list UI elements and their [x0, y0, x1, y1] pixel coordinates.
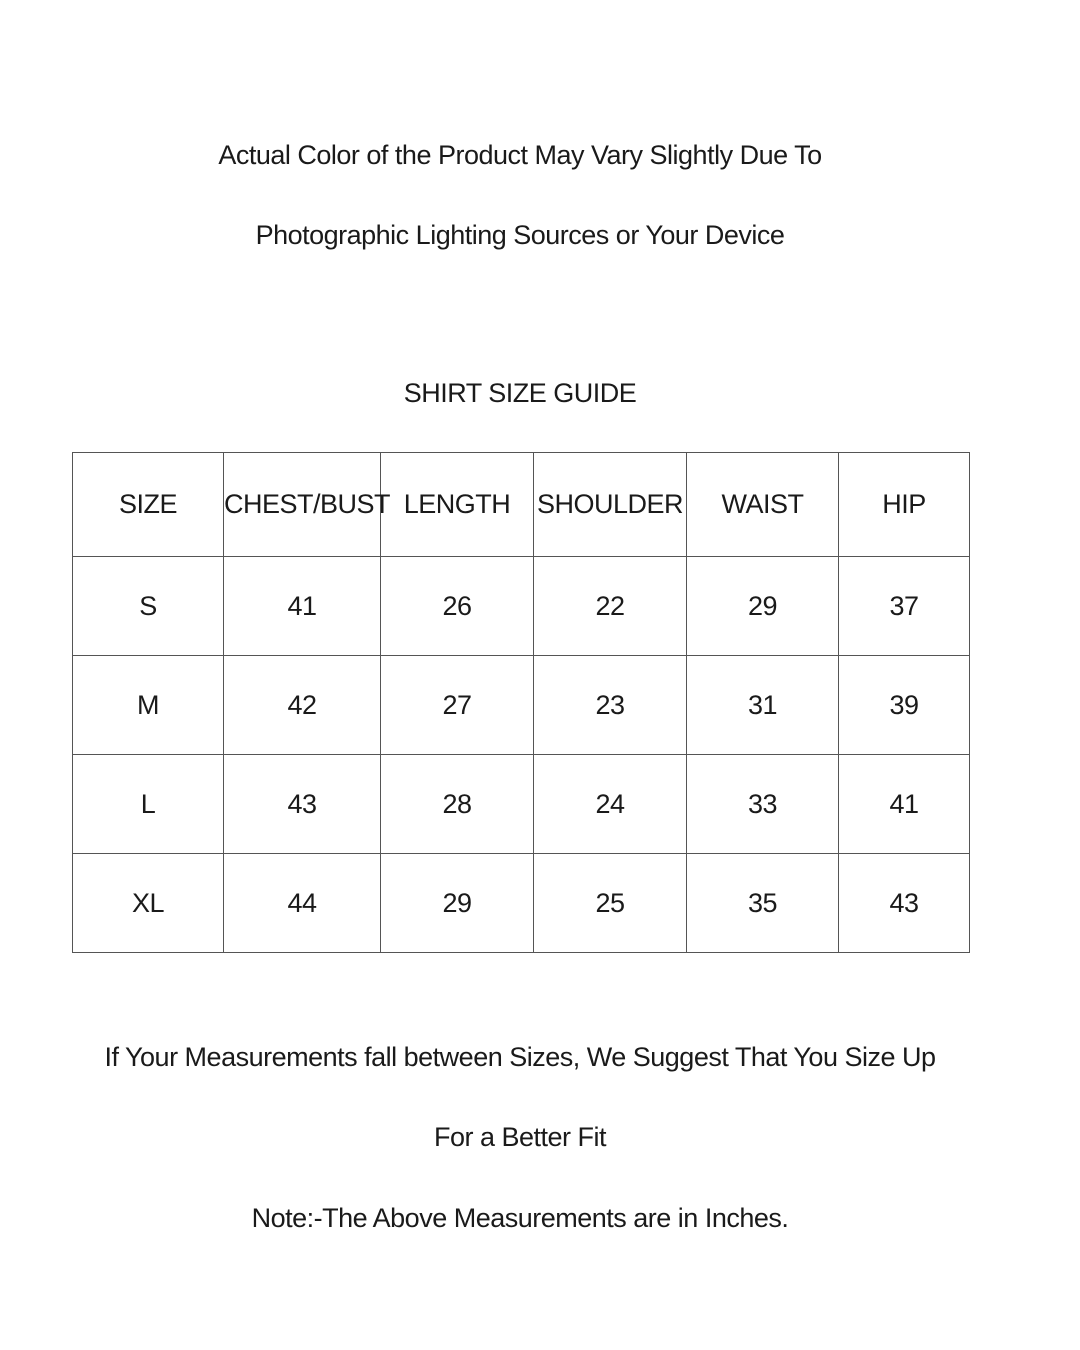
cell-shoulder: 23: [534, 656, 687, 755]
color-notice-line-2: Photographic Lighting Sources or Your Device: [255, 220, 785, 250]
cell-waist: 35: [687, 854, 839, 953]
size-advice-line-2: For a Better Fit: [433, 1122, 607, 1152]
cell-size: L: [73, 755, 224, 854]
cell-waist: 33: [687, 755, 839, 854]
cell-size: S: [73, 557, 224, 656]
table-row: [73, 557, 970, 656]
size-advice-line-1: If Your Measurements fall between Sizes, We Suggest That You Size Up: [104, 1042, 936, 1072]
cell-hip: 37: [839, 557, 970, 656]
cell-chest-bust: 43: [224, 755, 381, 854]
cell-length: 29: [381, 854, 534, 953]
size-guide-table: [72, 452, 970, 953]
table-row: [73, 656, 970, 755]
header-waist: WAIST: [687, 453, 839, 557]
table-header-row: [73, 453, 970, 557]
cell-chest-bust: 41: [224, 557, 381, 656]
table-row: [73, 854, 970, 953]
header-size: SIZE: [73, 453, 224, 557]
cell-length: 28: [381, 755, 534, 854]
header-chest-bust: CHEST/BUST: [224, 453, 381, 557]
cell-chest-bust: 44: [224, 854, 381, 953]
header-length: LENGTH: [381, 453, 534, 557]
cell-hip: 39: [839, 656, 970, 755]
cell-length: 26: [381, 557, 534, 656]
cell-waist: 29: [687, 557, 839, 656]
cell-shoulder: 25: [534, 854, 687, 953]
cell-hip: 43: [839, 854, 970, 953]
header-hip: HIP: [839, 453, 970, 557]
cell-shoulder: 22: [534, 557, 687, 656]
cell-waist: 31: [687, 656, 839, 755]
cell-length: 27: [381, 656, 534, 755]
color-notice-line-1: Actual Color of the Product May Vary Slightly Due To: [218, 140, 822, 170]
table-row: [73, 755, 970, 854]
cell-shoulder: 24: [534, 755, 687, 854]
size-guide-title: SHIRT SIZE GUIDE: [403, 378, 637, 408]
header-shoulder: SHOULDER: [534, 453, 687, 557]
cell-size: M: [73, 656, 224, 755]
cell-chest-bust: 42: [224, 656, 381, 755]
cell-size: XL: [73, 854, 224, 953]
measurement-note: Note:-The Above Measurements are in Inches.: [251, 1203, 789, 1233]
cell-hip: 41: [839, 755, 970, 854]
